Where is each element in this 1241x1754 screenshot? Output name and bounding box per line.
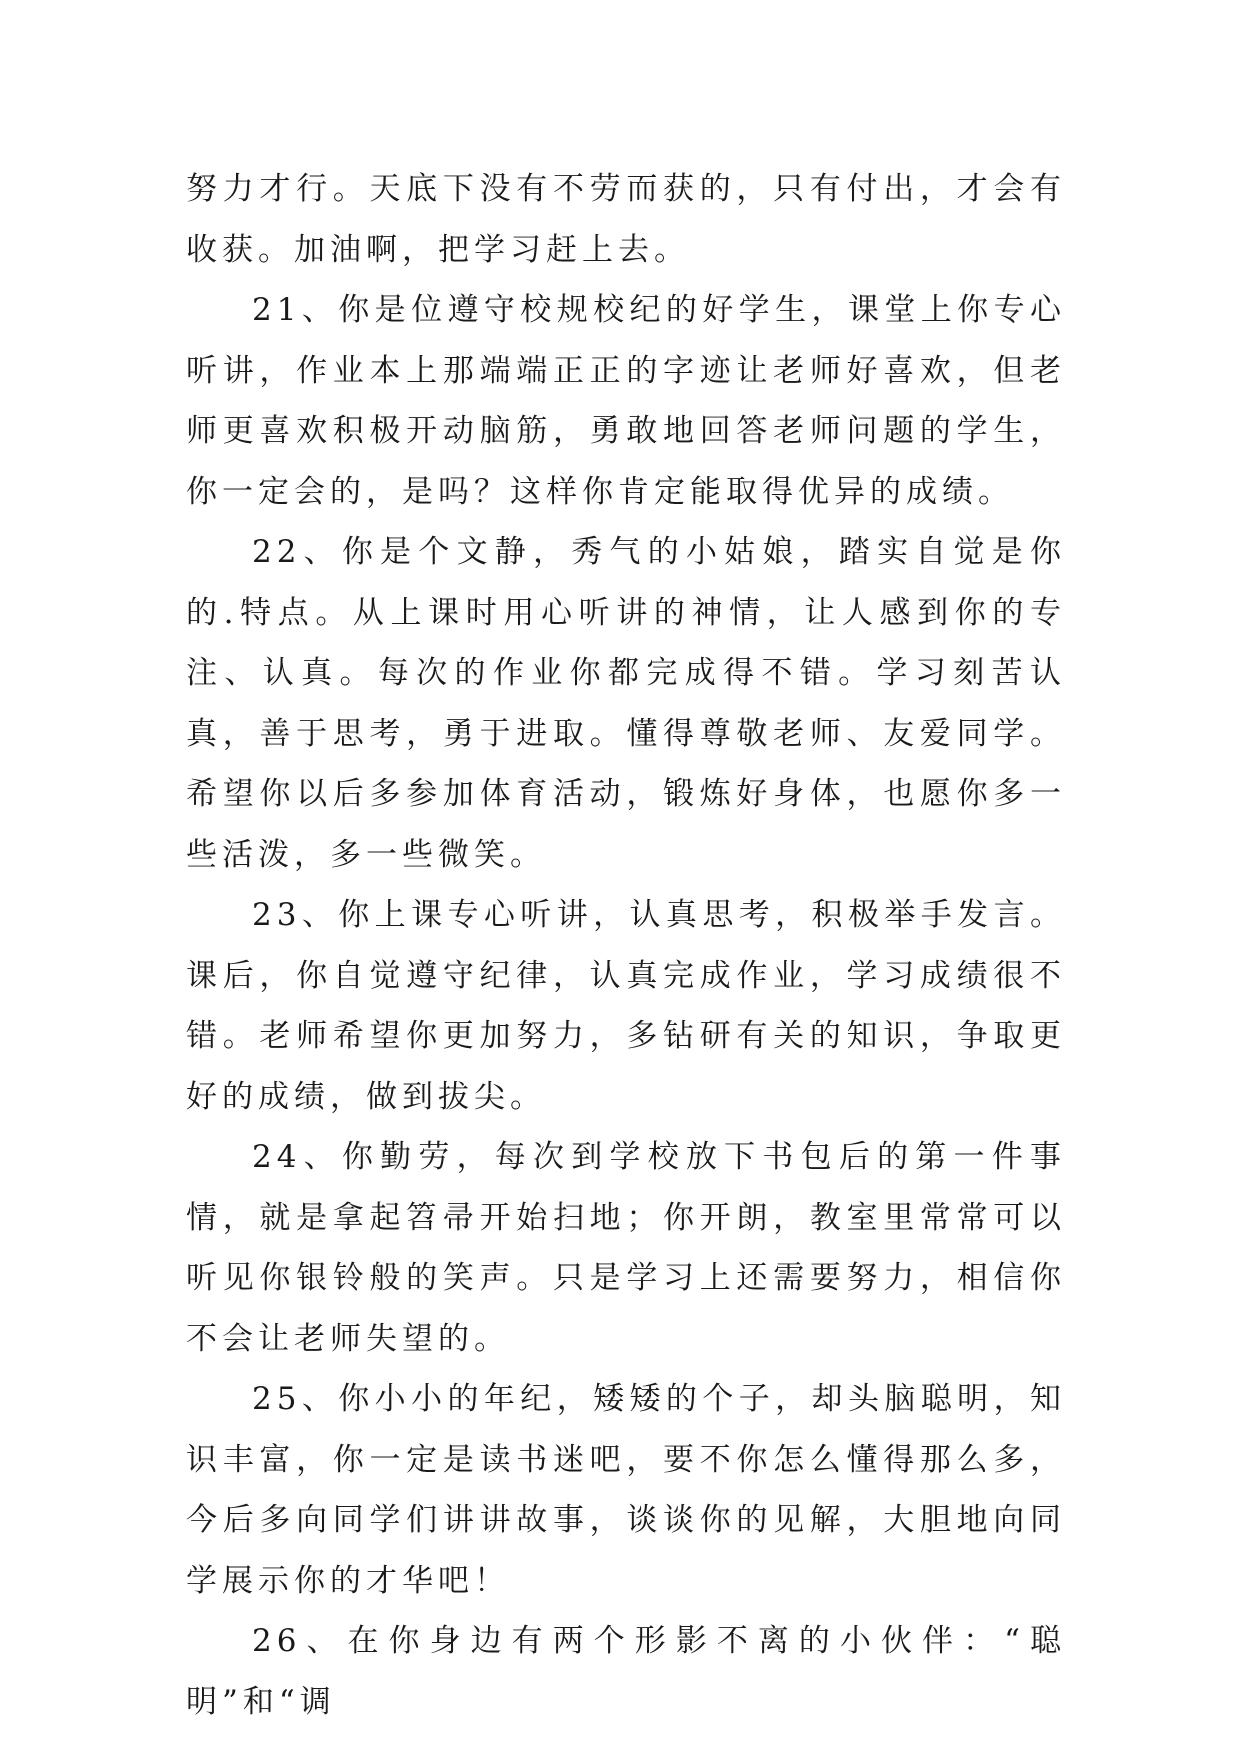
paragraph-26: 26、在你身边有两个形影不离的小伙伴：“聪明”和“调 — [186, 1623, 1066, 1720]
paragraph-23: 23、你上课专心听讲，认真思考，积极举手发言。课后，你自觉遵守纪律，认真完成作业，学习成绩很不错。老师希望你更加努力，多钻研有关的知识，争取更好的成绩，做到拔尖。 — [186, 897, 1066, 1115]
paragraph-21: 21、你是位遵守校规校纪的好学生，课堂上你专心听讲，作业本上那端端正正的字迹让老师好喜欢，但老师更喜欢积极开动脑筋，勇敢地回答老师问题的学生，你一定会的，是吗？这样你肯定能取得优异的成绩。 — [186, 292, 1066, 510]
paragraph-24: 24、你勤劳，每次到学校放下书包后的第一件事情，就是拿起笤帚开始扫地；你开朗，教室里常常可以听见你银铃般的笑声。只是学习上还需要努力，相信你不会让老师失望的。 — [186, 1139, 1066, 1357]
document-body — [186, 159, 1066, 1732]
paragraph-25: 25、你小小的年纪，矮矮的个子，却头脑聪明，知识丰富，你一定是读书迷吧，要不你怎么懂得那么多，今后多向同学们讲讲故事，谈谈你的见解，大胆地向同学展示你的才华吧！ — [186, 1381, 1066, 1599]
paragraph-continuation: 努力才行。天底下没有不劳而获的，只有付出，才会有收获。加油啊，把学习赶上去。 — [186, 171, 1066, 268]
paragraph-22: 22、你是个文静，秀气的小姑娘，踏实自觉是你的.特点。从上课时用心听讲的神情，让人感到你的专注、认真。每次的作业你都完成得不错。学习刻苦认真，善于思考，勇于进取。懂得尊敬老师、友爱同学。希望你以后多参加体育活动，锻炼好身体，也愿你多一些活泼，多一些微笑。 — [186, 534, 1066, 873]
